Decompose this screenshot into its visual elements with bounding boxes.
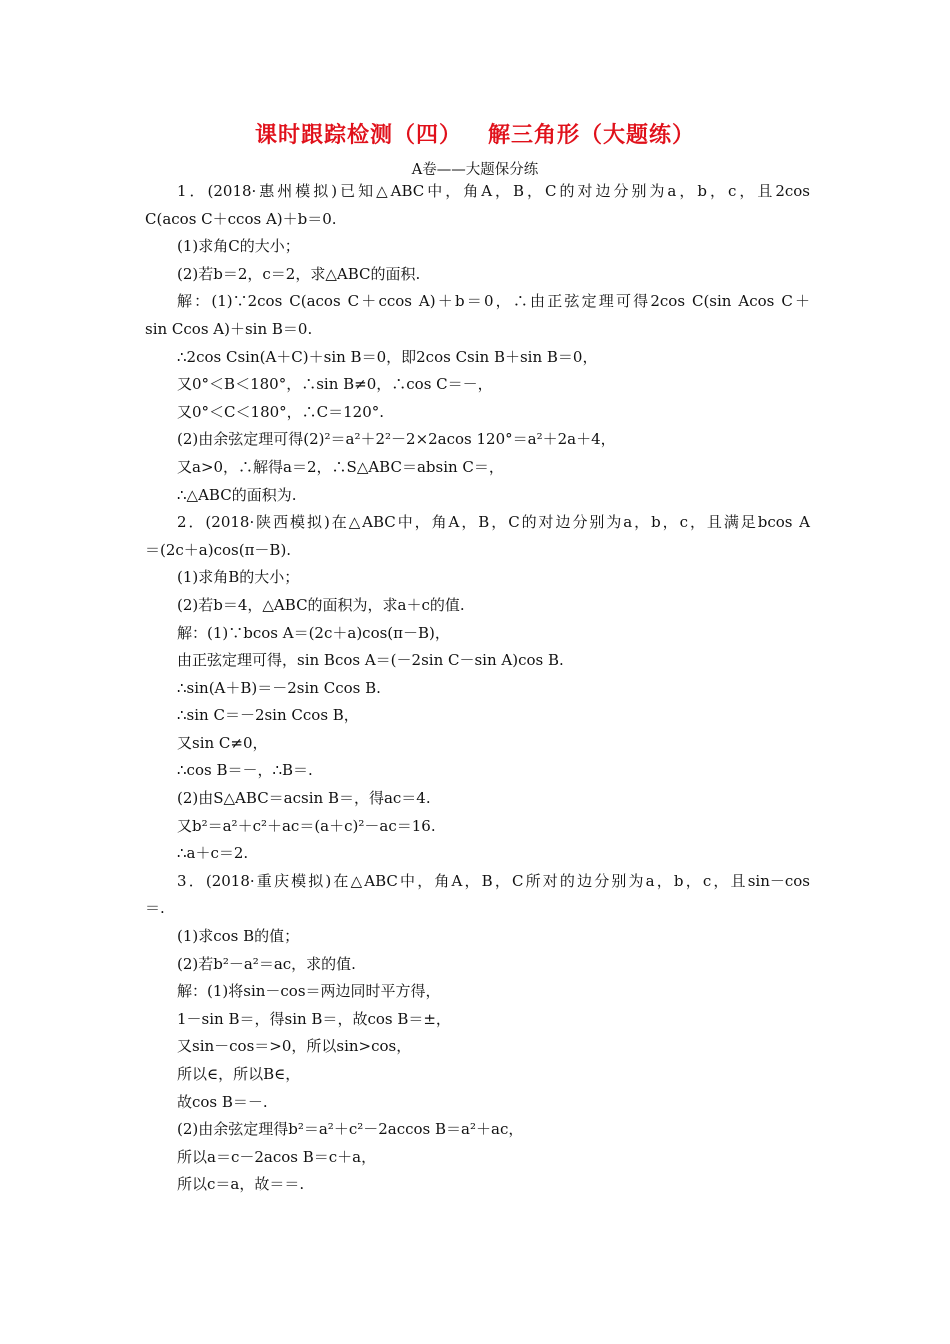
text-line: ∴sin(A＋B)＝－2sin Ccos B. (177, 678, 381, 697)
text-line: 2．(2018·陕西模拟)在△ABC中，角A，B，C的对边分别为a，b，c，且满足bcos A (177, 513, 810, 532)
text-line: ∴△ABC的面积为. (177, 485, 297, 504)
page-subtitle: A卷——大题保分练 (411, 162, 539, 178)
text-line: 又b²＝a²＋c²＋ac＝(a＋c)²－ac＝16. (177, 816, 436, 835)
text-line: (2)若b＝4，△ABC的面积为，求a＋c的值. (177, 595, 465, 614)
title-right: 解三角形（大题练） (488, 123, 696, 148)
text-line: sin Ccos A)＋sin B＝0. (145, 319, 313, 338)
text-line: 解：(1)∵bcos A＝(2c＋a)cos(π－B)， (177, 623, 450, 642)
text-line: 又0°＜C＜180°，∴C＝120°. (177, 402, 385, 421)
text-line: ∴2cos Csin(A＋C)＋sin B＝0，即2cos Csin B＋sin B＝0， (177, 347, 598, 366)
text-line: 解：(1)将sin－cos＝两边同时平方得， (177, 982, 441, 1001)
text-line: (2)由余弦定理得b²＝a²＋c²－2accos B＝a²＋ac， (177, 1120, 524, 1139)
text-line: ∴sin C＝－2sin Ccos B， (177, 706, 359, 725)
page-title (0, 118, 950, 149)
text-line: ＝. (145, 899, 165, 918)
text-line: (2)若b＝2，c＝2，求△ABC的面积. (177, 264, 421, 283)
text-line: ＝(2c＋a)cos(π－B). (145, 540, 292, 559)
text-line: 所以c＝a，故＝＝. (177, 1175, 305, 1194)
text-line: ∴a＋c＝2. (177, 844, 249, 863)
text-line: 3．(2018·重庆模拟)在△ABC中，角A，B，C所对的边分别为a，b，c，且sin－cos (177, 871, 810, 890)
text-line: 1－sin B＝，得sin B＝，故cos B＝±， (177, 1009, 451, 1028)
text-line: 又0°＜B＜180°，∴sin B≠0，∴cos C＝－， (177, 375, 493, 394)
text-line: ∴cos B＝－，∴B＝. (177, 761, 313, 780)
text-line: 1．(2018·惠州模拟)已知△ABC中，角A，B，C的对边分别为a，b，c，且2cos (177, 182, 810, 200)
text-line: (2)由S△ABC＝acsin B＝，得ac＝4. (177, 789, 431, 808)
document-body (145, 178, 810, 1199)
text-line: 由正弦定理可得，sin Bcos A＝(－2sin C－sin A)cos B. (177, 651, 564, 670)
title-left: 课时跟踪检测（四） (254, 123, 462, 148)
text-line: (1)求cos B的值； (177, 927, 300, 946)
text-line: (1)求角C的大小； (177, 237, 300, 256)
text-line: (2)若b²－a²＝ac，求的值. (177, 954, 356, 973)
text-line: 所以a＝c－2acos B＝c＋a， (177, 1147, 377, 1166)
text-line: C(acos C＋ccos A)＋b＝0. (145, 209, 337, 228)
text-line: 故cos B＝－. (177, 1092, 268, 1111)
text-line: 解：(1)∵2cos C(acos C＋ccos A)＋b＝0，∴由正弦定理可得2cos C(sin Acos C＋ (177, 292, 810, 311)
text-line: 又sin C≠0， (177, 733, 268, 752)
text-line: 又a>0，∴解得a＝2，∴S△ABC＝absin C＝， (177, 457, 504, 476)
text-line: 所以∈，所以B∈， (177, 1065, 301, 1083)
text-line: (2)由余弦定理可得(2)²＝a²＋2²－2×2acos 120°＝a²＋2a＋4， (177, 430, 616, 449)
text-line: 又sin－cos＝>0，所以sin>cos， (177, 1037, 412, 1056)
text-line: (1)求角B的大小； (177, 568, 300, 587)
